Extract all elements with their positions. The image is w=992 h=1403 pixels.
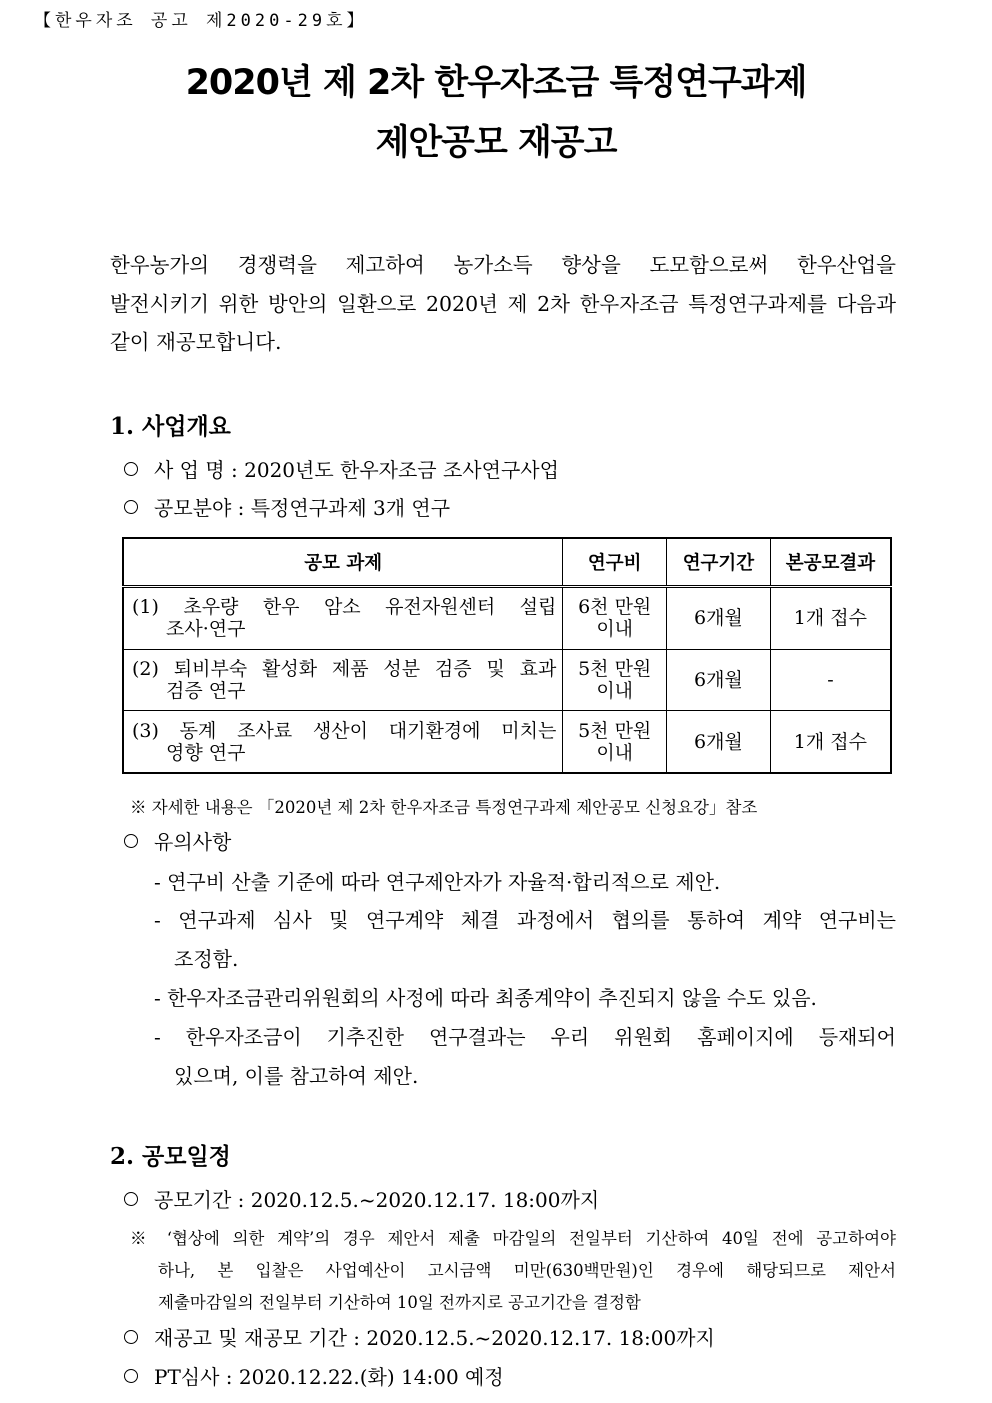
field-text: 공모분야 : 특정연구과제 3개 연구: [154, 496, 451, 520]
caution-item: - 한우자조금관리위원회의 사정에 따라 최종계약이 추진되지 않을 수도 있음.: [154, 986, 817, 1010]
schedule-note-line: ※ ‘협상에 의한 계약’의 경우 제안서 제출 마감일의 전일부터 기산하여 40일 전에 공고하여야: [130, 1229, 896, 1248]
project-name-item: [124, 454, 559, 483]
caution-item: - 연구비 산출 기준에 따라 연구제안자가 자율적·합리적으로 제안.: [154, 870, 721, 894]
circle-bullet-icon: [124, 1369, 138, 1383]
re-period-item: [124, 1322, 715, 1351]
budget-limit: 이내: [596, 618, 634, 641]
task-cell: [123, 587, 563, 650]
task-title-continued: 검증 연구: [166, 680, 246, 703]
task-title-continued: 영향 연구: [166, 741, 246, 764]
page-title-line2: 제안공모 재공고: [375, 123, 617, 163]
caution-title-item: [124, 826, 231, 855]
intro-paragraph: [110, 246, 896, 362]
field-item: [124, 492, 450, 521]
column-header: 공모 과제: [123, 538, 563, 587]
caution-item-continued: 있으며, 이를 참고하여 제안.: [174, 1064, 419, 1088]
circle-bullet-icon: [124, 1330, 138, 1344]
budget-cell: [563, 587, 667, 650]
page-title-line1: 2020년 제 2차 한우자조금 특정연구과제: [185, 63, 807, 103]
tasks-table: [122, 537, 892, 774]
table-header-row: [123, 538, 891, 587]
project-name-text: 사 업 명 : 2020년도 한우자조금 조사연구사업: [154, 458, 559, 482]
period-text: 공모기간 : 2020.12.5.~2020.12.17. 18:00까지: [154, 1188, 600, 1212]
detail-note: ※ 자세한 내용은 「2020년 제 2차 한우자조금 특정연구과제 제안공모 신청요강」참조: [130, 798, 758, 817]
caution-item-continued: 조정함.: [174, 947, 239, 971]
caution-item: - 연구과제 심사 및 연구계약 체결 과정에서 협의를 통하여 계약 연구비는: [154, 908, 896, 932]
task-cell: [123, 711, 563, 773]
column-header: 연구기간: [667, 538, 771, 587]
period-cell: 6개월: [667, 711, 771, 773]
table-row: [123, 711, 891, 773]
caution-title: 유의사항: [154, 830, 232, 854]
intro-line: 발전시키기 위한 방안의 일환으로 2020년 제 2차 한우자조금 특정연구과제를 다음과: [110, 291, 896, 316]
re-period-text: 재공고 및 재공모 기간 : 2020.12.5.~2020.12.17. 18:00까지: [154, 1326, 715, 1350]
budget-limit: 이내: [596, 680, 634, 703]
intro-line: 같이 재공모합니다.: [110, 330, 282, 354]
circle-bullet-icon: [124, 1192, 138, 1206]
circle-bullet-icon: [124, 500, 138, 514]
result-cell: -: [770, 649, 891, 711]
notice-number: 【한우자조 공고 제2020-29호】: [34, 11, 368, 31]
section-heading-schedule: 2. 공모일정: [110, 1143, 231, 1170]
task-title: 동계 조사료 생산이 대기환경에 미치는: [179, 719, 557, 742]
task-number: (2): [132, 658, 159, 681]
table-row: [123, 587, 891, 650]
result-cell: 1개 접수: [770, 587, 891, 650]
column-header: 본공모결과: [770, 538, 891, 587]
intro-line: 한우농가의 경쟁력을 제고하여 농가소득 향상을 도모함으로써 한우산업을: [110, 253, 896, 277]
task-number: (3): [132, 719, 159, 742]
budget-amount: 6천 만원: [578, 596, 652, 619]
budget-amount: 5천 만원: [578, 658, 652, 681]
task-cell: [123, 649, 563, 711]
period-cell: 6개월: [667, 587, 771, 650]
table-row: [123, 649, 891, 711]
caution-item: - 한우자조금이 기추진한 연구결과는 우리 위원회 홈페이지에 등재되어: [154, 1025, 896, 1049]
task-title-continued: 조사·연구: [166, 618, 246, 641]
task-number: (1): [132, 596, 159, 619]
pt-review-item: [124, 1361, 504, 1390]
section-heading-overview: 1. 사업개요: [110, 413, 231, 440]
budget-cell: [563, 711, 667, 773]
schedule-note-line: 하나, 본 입찰은 사업예산이 고시금액 미만(630백만원)인 경우에 해당되므로 제안서: [158, 1261, 896, 1280]
result-cell: 1개 접수: [770, 711, 891, 773]
circle-bullet-icon: [124, 834, 138, 848]
budget-limit: 이내: [596, 741, 634, 764]
period-item: [124, 1184, 599, 1213]
task-title: 퇴비부숙 활성화 제품 성분 검증 및 효과: [173, 658, 557, 681]
task-title: 초우량 한우 암소 유전자원센터 설립: [183, 596, 557, 619]
budget-cell: [563, 649, 667, 711]
budget-amount: 5천 만원: [578, 719, 652, 742]
column-header: 연구비: [563, 538, 667, 587]
pt-review-text: PT심사 : 2020.12.22.(화) 14:00 예정: [154, 1365, 504, 1389]
circle-bullet-icon: [124, 462, 138, 476]
period-cell: 6개월: [667, 649, 771, 711]
schedule-note-line: 제출마감일의 전일부터 기산하여 10일 전까지로 공고기간을 결정함: [158, 1293, 641, 1312]
